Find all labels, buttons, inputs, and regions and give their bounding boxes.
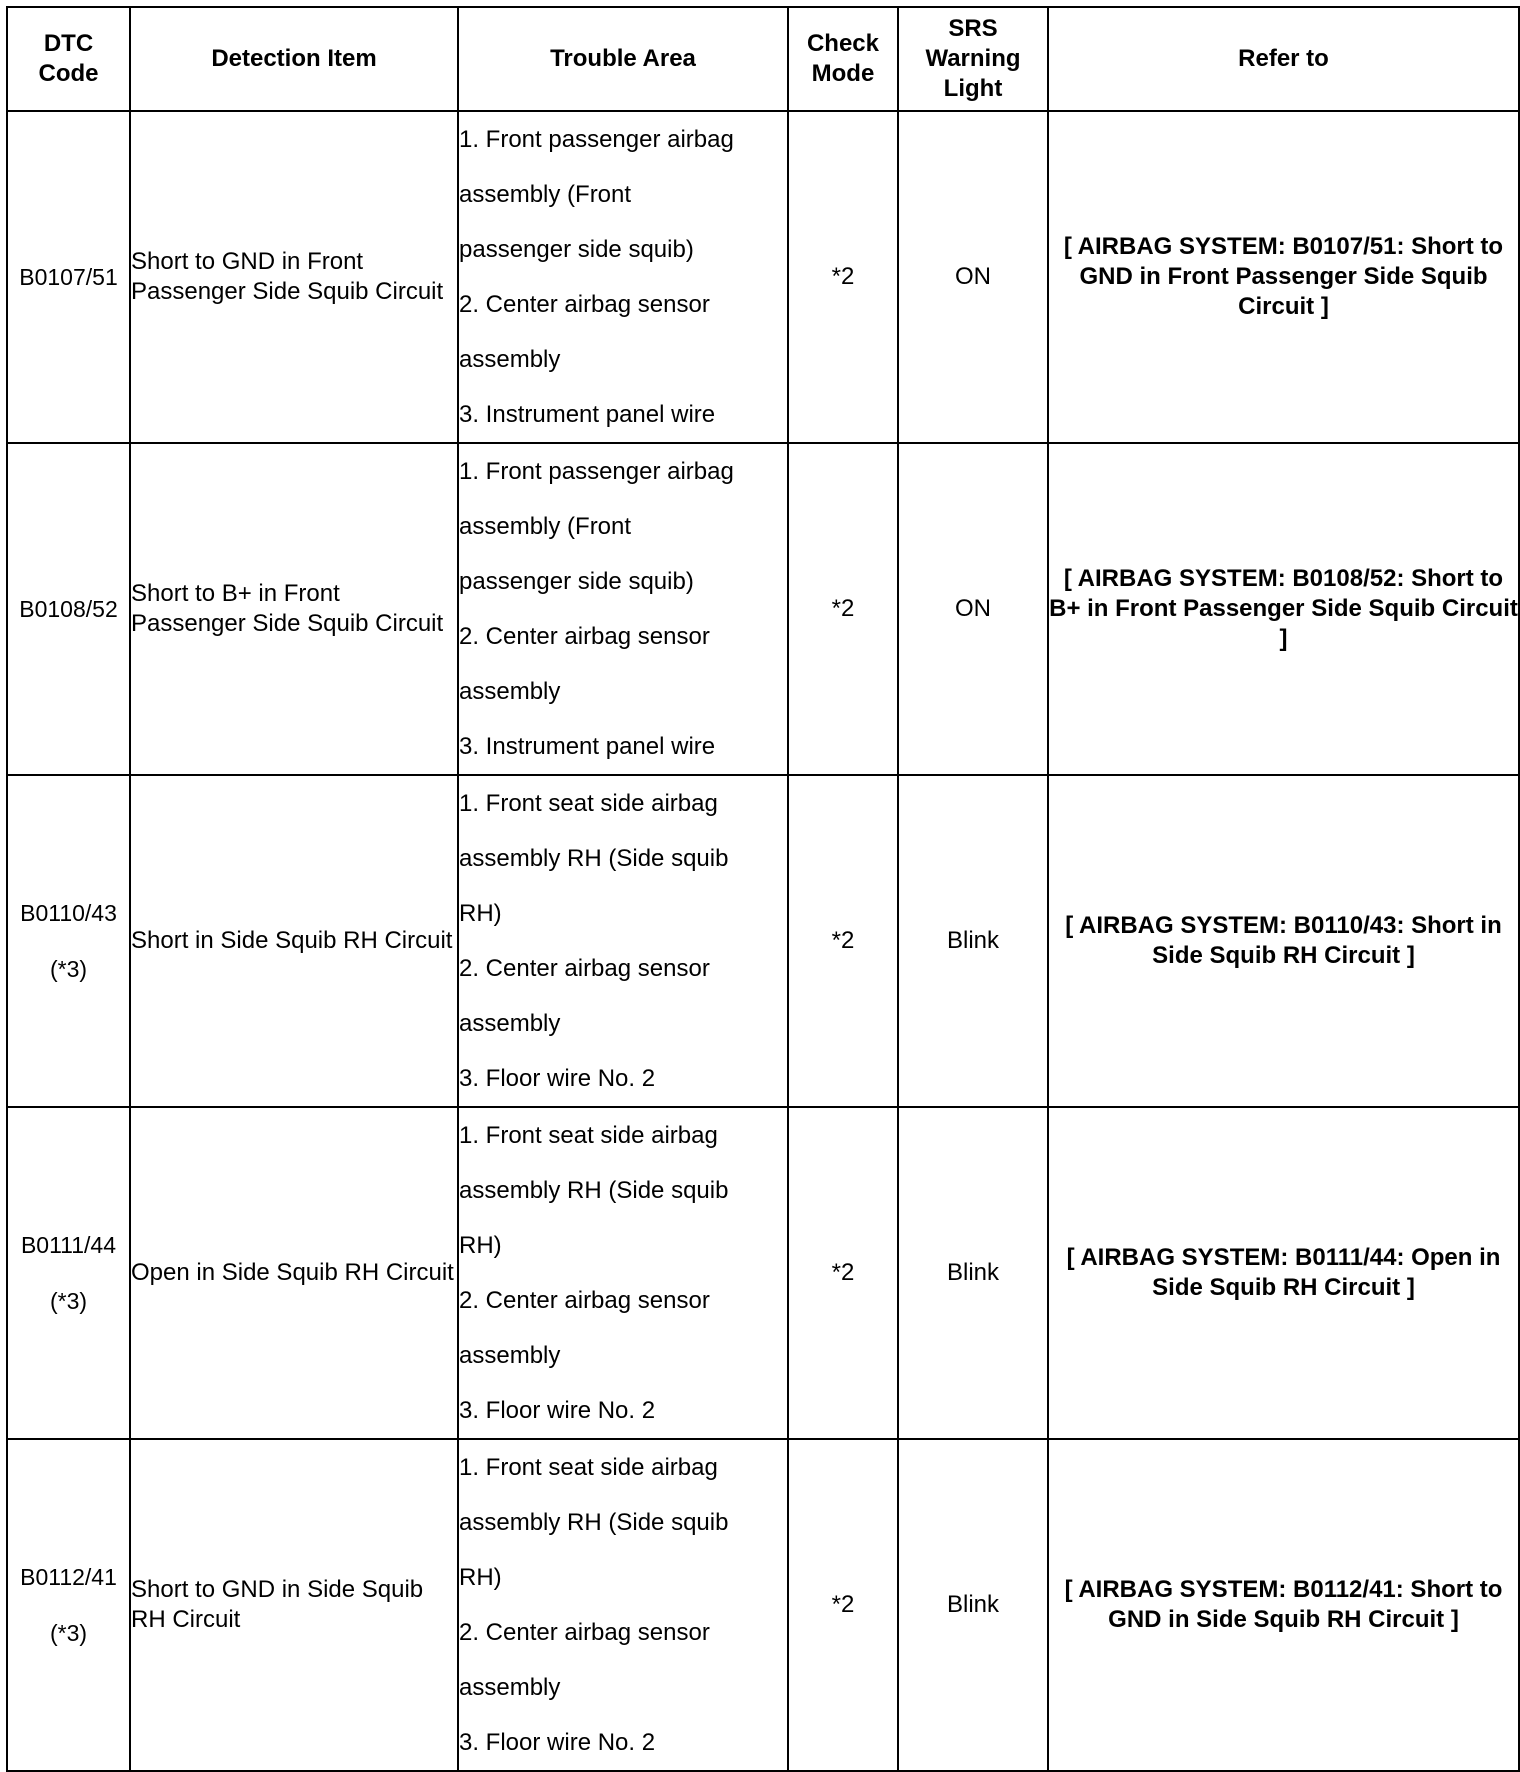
detection-item: Open in Side Squib RH Circuit — [130, 1107, 458, 1439]
dtc-code-cell — [7, 1107, 130, 1439]
trouble-area-line: 2. Center airbag sensor — [459, 623, 710, 650]
srs-warning-light: Blink — [898, 1439, 1048, 1771]
trouble-area-line: 3. Floor wire No. 2 — [459, 1065, 656, 1092]
header-check-mode — [788, 7, 898, 111]
header-refer-to-label: Refer to — [1238, 45, 1329, 72]
trouble-area-line: 2. Center airbag sensor — [459, 955, 710, 982]
trouble-area-line: 3. Floor wire No. 2 — [459, 1729, 656, 1756]
trouble-area-line: 1. Front seat side airbag — [459, 790, 718, 817]
trouble-area-line: passenger side squib) — [459, 236, 694, 263]
trouble-area-line: RH) — [459, 900, 502, 927]
dtc-code-cell — [7, 111, 130, 443]
header-srs-warning-light-label: SRS Warning Light — [925, 15, 1021, 102]
table-row — [7, 111, 1519, 443]
dtc-table — [6, 6, 1520, 1772]
header-check-mode-label: Check Mode — [806, 30, 880, 87]
trouble-area-line: assembly RH (Side squib — [459, 1177, 729, 1204]
trouble-area-cell — [458, 1107, 788, 1439]
header-detection-item-label: Detection Item — [211, 45, 377, 72]
dtc-code: B0111/44 — [20, 1232, 117, 1258]
check-mode: *2 — [788, 443, 898, 775]
srs-warning-light: ON — [898, 443, 1048, 775]
trouble-area-cell — [458, 111, 788, 443]
refer-to-link[interactable]: [ AIRBAG SYSTEM: B0111/44: Open in Side Squib RH Circuit ] — [1048, 1107, 1519, 1439]
trouble-area-cell — [458, 1439, 788, 1771]
trouble-area-line: assembly (Front — [459, 513, 632, 540]
table-row — [7, 775, 1519, 1107]
dtc-code-note: (*3) — [49, 1620, 88, 1646]
trouble-area-line: 1. Front seat side airbag — [459, 1454, 718, 1481]
trouble-area-line: RH) — [459, 1232, 502, 1259]
check-mode: *2 — [788, 1107, 898, 1439]
header-row — [7, 7, 1519, 111]
header-refer-to — [1048, 7, 1519, 111]
dtc-code-note: (*3) — [49, 1288, 88, 1314]
trouble-area-line: 3. Floor wire No. 2 — [459, 1397, 656, 1424]
trouble-area-line: 2. Center airbag sensor — [459, 1287, 710, 1314]
trouble-area-line: 3. Instrument panel wire — [459, 733, 716, 760]
check-mode: *2 — [788, 775, 898, 1107]
trouble-area-line: assembly (Front — [459, 181, 632, 208]
dtc-table-container — [6, 6, 1520, 1772]
trouble-area-line: 1. Front passenger airbag — [459, 126, 734, 153]
check-mode: *2 — [788, 1439, 898, 1771]
header-srs-warning-light — [898, 7, 1048, 111]
table-row — [7, 443, 1519, 775]
dtc-code: B0112/41 — [20, 1564, 117, 1590]
trouble-area-line: assembly — [459, 1010, 561, 1037]
trouble-area-line: RH) — [459, 1564, 502, 1591]
header-trouble-area-label: Trouble Area — [550, 45, 696, 72]
header-dtc-code — [7, 7, 130, 111]
refer-to-link[interactable]: [ AIRBAG SYSTEM: B0110/43: Short in Side Squib RH Circuit ] — [1048, 775, 1519, 1107]
trouble-area-cell — [458, 775, 788, 1107]
trouble-area-line: 3. Instrument panel wire — [459, 401, 716, 428]
table-row — [7, 1439, 1519, 1771]
header-trouble-area — [458, 7, 788, 111]
check-mode: *2 — [788, 111, 898, 443]
trouble-area-line: 1. Front passenger airbag — [459, 458, 734, 485]
header-detection-item — [130, 7, 458, 111]
dtc-code-cell — [7, 775, 130, 1107]
trouble-area-line: assembly RH (Side squib — [459, 1509, 729, 1536]
refer-to-link[interactable]: [ AIRBAG SYSTEM: B0108/52: Short to B+ in Front Passenger Side Squib Circuit ] — [1048, 443, 1519, 775]
trouble-area-line: assembly — [459, 1342, 561, 1369]
dtc-code-cell — [7, 1439, 130, 1771]
dtc-code-cell — [7, 443, 130, 775]
detection-item: Short in Side Squib RH Circuit — [130, 775, 458, 1107]
trouble-area-line: assembly — [459, 1674, 561, 1701]
trouble-area-line: assembly — [459, 678, 561, 705]
srs-warning-light: ON — [898, 111, 1048, 443]
trouble-area-line: assembly RH (Side squib — [459, 845, 729, 872]
refer-to-link[interactable]: [ AIRBAG SYSTEM: B0107/51: Short to GND in Front Passenger Side Squib Circuit ] — [1048, 111, 1519, 443]
detection-item: Short to GND in Front Passenger Side Squib Circuit — [130, 111, 458, 443]
dtc-code: B0107/51 — [19, 264, 118, 290]
trouble-area-cell — [458, 443, 788, 775]
table-row — [7, 1107, 1519, 1439]
srs-warning-light: Blink — [898, 775, 1048, 1107]
trouble-area-line: 1. Front seat side airbag — [459, 1122, 718, 1149]
dtc-code: B0108/52 — [19, 596, 118, 622]
trouble-area-line: assembly — [459, 346, 561, 373]
detection-item: Short to GND in Side Squib RH Circuit — [130, 1439, 458, 1771]
dtc-code: B0110/43 — [20, 900, 117, 926]
trouble-area-line: passenger side squib) — [459, 568, 694, 595]
header-dtc-code-label: DTC Code — [38, 30, 99, 87]
trouble-area-line: 2. Center airbag sensor — [459, 1619, 710, 1646]
srs-warning-light: Blink — [898, 1107, 1048, 1439]
dtc-code-note: (*3) — [49, 956, 88, 982]
trouble-area-line: 2. Center airbag sensor — [459, 291, 710, 318]
detection-item: Short to B+ in Front Passenger Side Squib Circuit — [130, 443, 458, 775]
refer-to-link[interactable]: [ AIRBAG SYSTEM: B0112/41: Short to GND in Side Squib RH Circuit ] — [1048, 1439, 1519, 1771]
